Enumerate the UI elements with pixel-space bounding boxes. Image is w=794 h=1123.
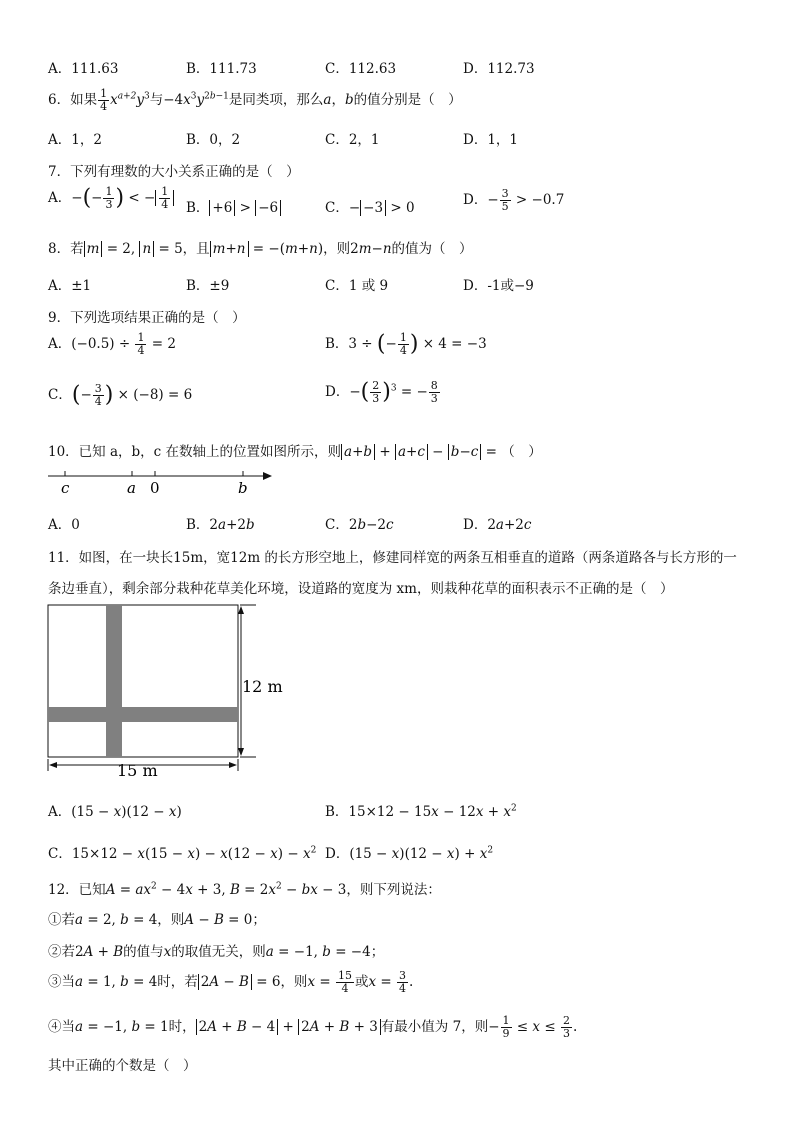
- question-9: 9．下列选项结果正确的是（ ）: [48, 310, 246, 326]
- number-line: [44, 466, 280, 500]
- q10-option-d: D．2a+2c: [463, 517, 532, 533]
- statement-2: ②若2A + B的值与x的取值无关，则a = −1, b = −4；: [48, 944, 385, 960]
- q10-option-a: A．0: [48, 517, 80, 533]
- q9-option-d: D．−( $\frac{2}{3}$ )$^3$ = − $\frac{8}{3}$: [325, 379, 438, 405]
- q11-option-b: B．$15\times 12 - 15x - 12x + x^2$: [325, 803, 517, 820]
- q8-option-c: C．1 或 9: [325, 278, 389, 294]
- q9-option-b: B．3 ÷ (− $\frac{1}{4}$ ) × 4 = −3: [325, 331, 487, 357]
- label-b: b: [238, 479, 248, 497]
- q9-option-c: C．(− $\frac{3}{4}$ ) × (−8) = 6: [48, 382, 193, 408]
- q8-option-d: D．-1或−9: [463, 278, 534, 294]
- field-diagram: [44, 600, 324, 780]
- q10-option-c: C．2b−2c: [325, 517, 394, 533]
- q11-option-d: D．$(15 - x)(12 - x) + x^2$: [325, 845, 494, 862]
- question-12: 12．已知$A = ax^2 - 4x + 3$, $B = 2x^2$ − bx − 3，则下列说法：: [48, 881, 441, 898]
- q11-option-a: A．(15 − x)(12 − x): [48, 804, 182, 820]
- q11-option-c: C．$15\times 12 - x(15 - x) - x(12 - x) - x^2$: [48, 845, 317, 862]
- q7-option-b: B． +6 > −6: [186, 196, 281, 216]
- question-11-line1: 11．如图，在一块长15m，宽12m 的长方形空地上，修建同样宽的两条互相垂直的道路（两条道路各与长方形的一: [48, 550, 737, 566]
- statement-3: ③当a = 1, b = 4时，若 2A − B = 6，则x = $\frac{15}{4}$ 或x = $\frac{3}{4}$ .: [48, 969, 414, 995]
- option-d-top: D．112.73: [463, 61, 535, 77]
- question-8: 8．若 m = 2, n = 5，且 m+n = −(m+n)，则2m−n的值为（ ）: [48, 241, 473, 257]
- label-width: 15 m: [117, 761, 158, 780]
- option-c-top: C．112.63: [325, 61, 397, 77]
- q6-option-d: D．1，1: [463, 132, 519, 148]
- q8-option-a: A．±1: [48, 278, 92, 294]
- question-12-end: 其中正确的个数是（ ）: [48, 1058, 197, 1074]
- label-height: 12 m: [242, 677, 283, 696]
- q7-option-c: C．− −3 > 0: [325, 200, 415, 216]
- q7-option-d: D．− $\frac{3}{5}$ > −0.7: [463, 187, 565, 213]
- q6-option-c: C．2，1: [325, 132, 380, 148]
- statement-4: ④当a = −1, b = 1时， 2A + B − 4 + 2A + B + 3 有最小值为 7，则− $\frac{1}{9}$ ≤ x ≤ $\frac{2}{3}$ .: [48, 1014, 578, 1040]
- q10-option-b: B．2a+2b: [186, 517, 255, 533]
- label-0: 0: [150, 479, 160, 497]
- label-c: c: [61, 479, 70, 497]
- option-b-top: B．111.73: [186, 61, 257, 77]
- question-11-line2: 条边垂直），剩余部分栽种花草美化环境，设道路的宽度为 xm，则栽种花草的面积表示不正确的是（ ）: [48, 581, 674, 597]
- option-a-top: A．111.63: [48, 61, 119, 77]
- q6-option-b: B．0，2: [186, 132, 241, 148]
- label-a: a: [127, 479, 136, 497]
- q7-option-a: A．−(− $\frac{1}{3}$ ) < − $\frac{1}{4}$: [48, 186, 174, 211]
- question-10: 10．已知 a，b，c 在数轴上的位置如图所示，则 a+b + a+c − b−c = （ ）: [48, 444, 542, 460]
- q8-option-b: B．±9: [186, 278, 230, 294]
- q9-option-a: A．(−0.5) ÷ $\frac{1}{4}$ = 2: [48, 331, 176, 357]
- q6-option-a: A．1，2: [48, 132, 102, 148]
- statement-1: ①若a = 2, b = 4，则A − B = 0；: [48, 912, 266, 928]
- question-6: 6．如果 $\frac{1}{4}$ $x^{a+2}y^3$与$-4x^3y^{2b-1}$是同类项，那么a，b的值分别是（ ）: [48, 87, 462, 113]
- question-7: 7．下列有理数的大小关系正确的是（ ）: [48, 164, 300, 180]
